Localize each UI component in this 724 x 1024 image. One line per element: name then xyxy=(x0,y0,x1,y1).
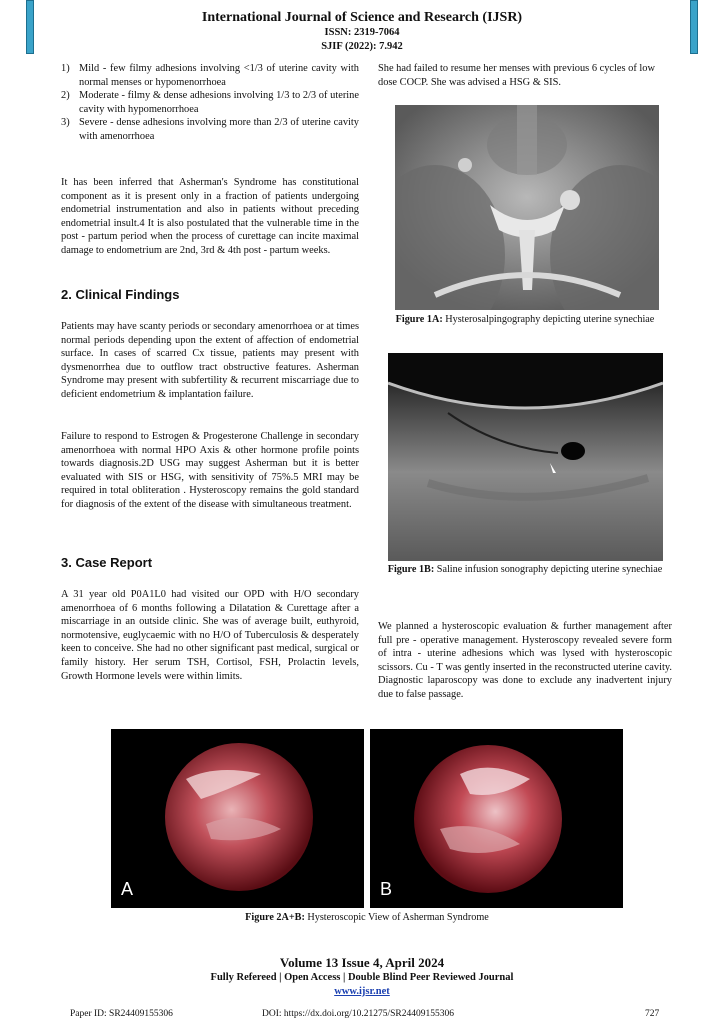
sis-ultrasound-graphic xyxy=(388,353,663,561)
paragraph-management: We planned a hysteroscopic evaluation & further management after full pre - operative management. Hysteroscopy revealed severe form of intra - uterine adhesions which was lysed with hysteroscopic scissors. Cu - T was gently inserted in the reconstructed uterine cavity. Diagnostic laparoscopy was done to exclude any inadvertent injury due to false passage. xyxy=(378,621,672,700)
section-title: 2. Clinical Findings xyxy=(61,287,180,302)
section-heading-case xyxy=(61,556,359,570)
figure-2-caption: Figure 2A+B: Hysteroscopic View of Asherman Syndrome xyxy=(245,912,489,923)
journal-header xyxy=(0,10,724,54)
hysteroscopy-panel-a xyxy=(111,729,364,908)
paragraph-cocp: She had failed to resume her menses with previous 6 cycles of low dose COCP. She was advised a HSG & SIS. xyxy=(378,63,656,88)
hysteroscopic-view-b xyxy=(370,729,623,908)
page-number: 727 xyxy=(645,1009,660,1019)
panel-letter-b: B xyxy=(380,879,393,899)
refereed-note: Fully Refereed | Open Access | Double Blind Peer Reviewed Journal xyxy=(210,972,514,983)
section-heading-clinical xyxy=(61,288,359,302)
hsg-xray-graphic xyxy=(395,105,659,310)
list-item: 3) Severe - dense adhesions involving more than 2/3 of uterine cavity with amenorrhoea xyxy=(61,117,359,142)
journal-title: International Journal of Science and Research (IJSR) xyxy=(201,10,523,25)
issn: ISSN: 2319-7064 xyxy=(324,27,400,38)
panel-letter-a: A xyxy=(121,879,134,899)
paragraph-diagnosis: Failure to respond to Estrogen & Progesterone Challenge in secondary amenorrhoea with normal HPO Axis & other hormone profile points towards diagnosis.2D USG may suggest Asherman but it is better evaluated with SIS or HSG, with sensitivity of 75%.5 MRI may be required in total obliteration . Hysteroscopy remains the gold standard for diagnosis of the extent of the disease with simultaneous treatment. xyxy=(61,431,359,510)
adhesion-classification-list xyxy=(61,62,359,144)
figure-1a-caption: Figure 1A: Hysterosalpingography depicting uterine synechiae xyxy=(395,314,655,325)
sis-image xyxy=(388,353,663,561)
hysteroscopy-panel-b xyxy=(370,729,623,908)
doi-link[interactable]: DOI: https://dx.doi.org/10.21275/SR24409155306 xyxy=(262,1009,454,1019)
paragraph-constitutional: It has been inferred that Asherman's Syndrome has constitutional component as it is present only in a fraction of patients undergoing endometrial instrumentation and also in patients without preceding endometrial insult.4 It is also postulated that the vulnerable time in the post - partum period when the process of curettage can incite maximal damage to endometrium are 2nd, 3rd & 4th post - partum weeks. xyxy=(61,177,359,256)
section-title: 3. Case Report xyxy=(61,555,153,570)
volume-issue: Volume 13 Issue 4, April 2024 xyxy=(279,955,445,970)
sjif: SJIF (2022): 7.942 xyxy=(321,41,403,52)
figure-1b-caption: Figure 1B: Saline infusion sonography depicting uterine synechiae xyxy=(387,564,663,575)
hysteroscopic-view-a xyxy=(111,729,364,908)
list-item: 2) Moderate - filmy & dense adhesions involving 1/3 to 2/3 of uterine cavity with hypomenorrhoea xyxy=(61,90,359,115)
paragraph-case: A 31 year old P0A1L0 had visited our OPD with H/O secondary amenorrhoea of 6 months following a Dilatation & Curettage after a miscarriage in an outside clinic. She was of average built, euthyroid, normotensive, euglycaemic with no H/O of Tuberculosis & desperately keen to conceive. She had no other significant past medical, surgical or family history. Her serum TSH, Cortisol, FSH, Prolactin levels, Growth Hormone levels were within limits. xyxy=(61,589,359,682)
website-link[interactable]: www.ijsr.net xyxy=(334,986,390,997)
paper-id: Paper ID: SR24409155306 xyxy=(70,1009,173,1019)
paragraph-symptoms: Patients may have scanty periods or secondary amenorrhoea or at times normal periods depending upon the extent of affection of endometrial surface. In cases of scarred Cx tissue, patients may present with dysmenorrhea due to outflow tract obstructive features. Asherman Syndrome may present with subfertility & recurrent miscarriage due to deficient endometrium & implantation failure. xyxy=(61,321,359,400)
hsg-image xyxy=(395,105,659,310)
list-item: 1) Mild - few filmy adhesions involving <1/3 of uterine cavity with normal menses or hypomenorrhoea xyxy=(61,63,359,88)
journal-footer xyxy=(0,955,724,999)
left-column xyxy=(61,62,359,144)
